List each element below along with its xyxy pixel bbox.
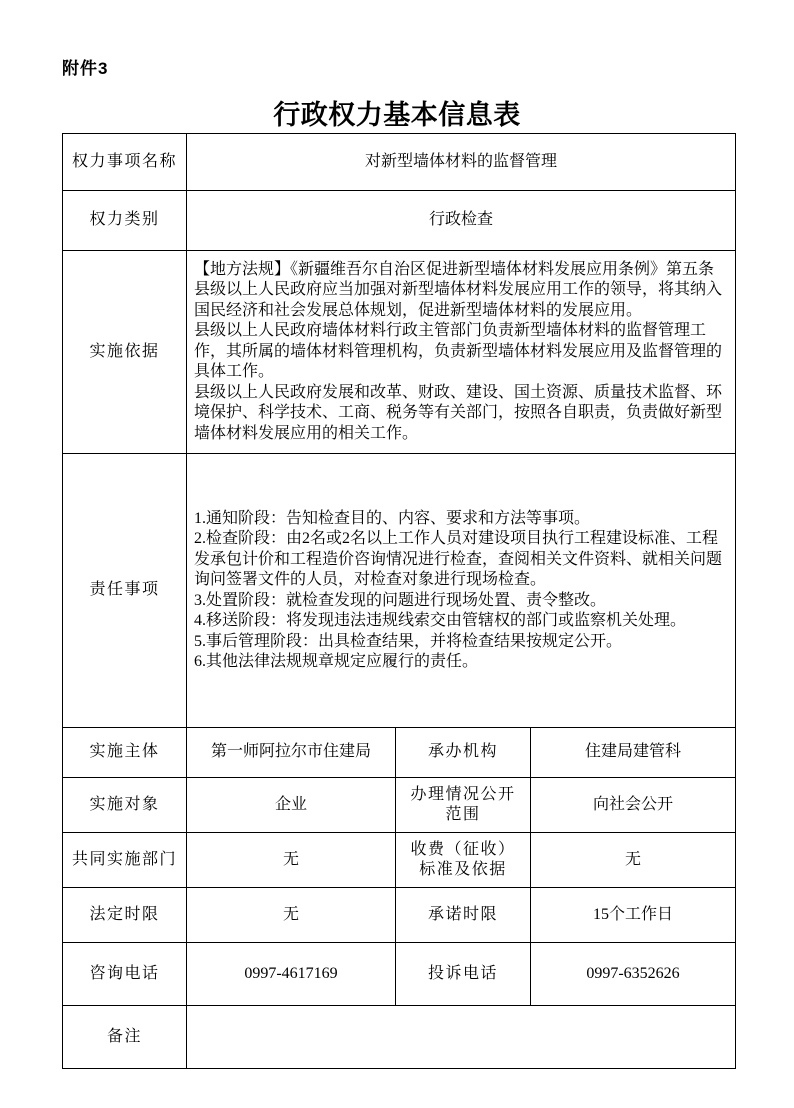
row-label-promised-time-limit: 承诺时限 xyxy=(396,888,531,943)
table-row xyxy=(63,134,736,191)
row-label-category: 权力类别 xyxy=(63,191,187,251)
table-row xyxy=(63,778,736,833)
table-row xyxy=(63,833,736,888)
item-name-value: 对新型墙体材料的监督管理 xyxy=(187,134,736,191)
table-row xyxy=(63,1006,736,1069)
table-row xyxy=(63,943,736,1006)
basis-text-cell xyxy=(187,251,736,454)
row-label-joint-departments: 共同实施部门 xyxy=(63,833,187,888)
attachment-label: 附件3 xyxy=(62,59,109,78)
remark-value xyxy=(187,1006,736,1069)
row-label-remark: 备注 xyxy=(63,1006,187,1069)
duty-item: 6.其他法律法规规章规定应履行的责任。 xyxy=(194,653,479,670)
disclosure-scope-value: 向社会公开 xyxy=(531,778,736,833)
consult-phone-value: 0997-4617169 xyxy=(187,943,396,1006)
row-label-fee-standard: 收费（征收）标准及依据 xyxy=(396,833,531,888)
row-label-consult-phone: 咨询电话 xyxy=(63,943,187,1006)
row-label-target: 实施对象 xyxy=(63,778,187,833)
joint-departments-value: 无 xyxy=(187,833,396,888)
duty-item: 1.通知阶段：告知检查目的、内容、要求和方法等事项。 xyxy=(194,509,591,527)
duty-text-cell xyxy=(187,454,736,728)
complaint-phone-value: 0997-6352626 xyxy=(531,943,736,1006)
info-table xyxy=(62,133,736,1069)
table-row xyxy=(63,191,736,251)
basis-paragraph: 【地方法规】《新疆维吾尔自治区促进新型墙体材料发展应用条例》第五条县级以上人民政府应当加强对新型墙体材料发展应用工作的领导，将其纳入国民经济和社会发展总体规划，促进新型墙体材料的发展应用。 xyxy=(194,260,723,319)
table-row xyxy=(63,251,736,454)
row-label-duty: 责任事项 xyxy=(63,454,187,728)
implementer-value: 第一师阿拉尔市住建局 xyxy=(187,728,396,778)
statutory-time-limit-value: 无 xyxy=(187,888,396,943)
row-label-disclosure-scope: 办理情况公开范围 xyxy=(396,778,531,833)
handling-org-value: 住建局建管科 xyxy=(531,728,736,778)
duty-item: 2.检查阶段：由2名或2名以上工作人员对建设项目执行工程建设标准、工程发承包计价和工程造价咨询情况进行检查，查阅相关文件资料、就相关问题询问签署文件的人员，对检查对象进行现场检查。 xyxy=(194,530,723,588)
table-row xyxy=(63,888,736,943)
row-label-handling-org: 承办机构 xyxy=(396,728,531,778)
row-label-item-name: 权力事项名称 xyxy=(63,134,187,191)
table-row xyxy=(63,454,736,728)
duty-item: 5.事后管理阶段：出具检查结果，并将检查结果按规定公开。 xyxy=(194,632,623,650)
basis-paragraph: 县级以上人民政府墙体材料行政主管部门负责新型墙体材料的监督管理工作，其所属的墙体材料管理机构，负责新型墙体材料发展应用及监督管理的具体工作。 xyxy=(194,322,723,381)
target-value: 企业 xyxy=(187,778,396,833)
promised-time-limit-value: 15个工作日 xyxy=(531,888,736,943)
basis-paragraph: 县级以上人民政府发展和改革、财政、建设、国土资源、质量技术监督、环境保护、科学技术、工商、税务等有关部门，按照各自职责，负责做好新型墙体材料发展应用的相关工作。 xyxy=(194,383,723,442)
duty-item: 4.移送阶段：将发现违法违规线索交由管辖权的部门或监察机关处理。 xyxy=(194,612,687,629)
fee-standard-value: 无 xyxy=(531,833,736,888)
table-row xyxy=(63,728,736,778)
row-label-implementer: 实施主体 xyxy=(63,728,187,778)
duty-item: 3.处置阶段：就检查发现的问题进行现场处置、责令整改。 xyxy=(194,591,607,609)
category-value: 行政检查 xyxy=(187,191,736,251)
row-label-basis: 实施依据 xyxy=(63,251,187,454)
row-label-statutory-time-limit: 法定时限 xyxy=(63,888,187,943)
page-title: 行政权力基本信息表 xyxy=(273,100,521,130)
row-label-complaint-phone: 投诉电话 xyxy=(396,943,531,1006)
